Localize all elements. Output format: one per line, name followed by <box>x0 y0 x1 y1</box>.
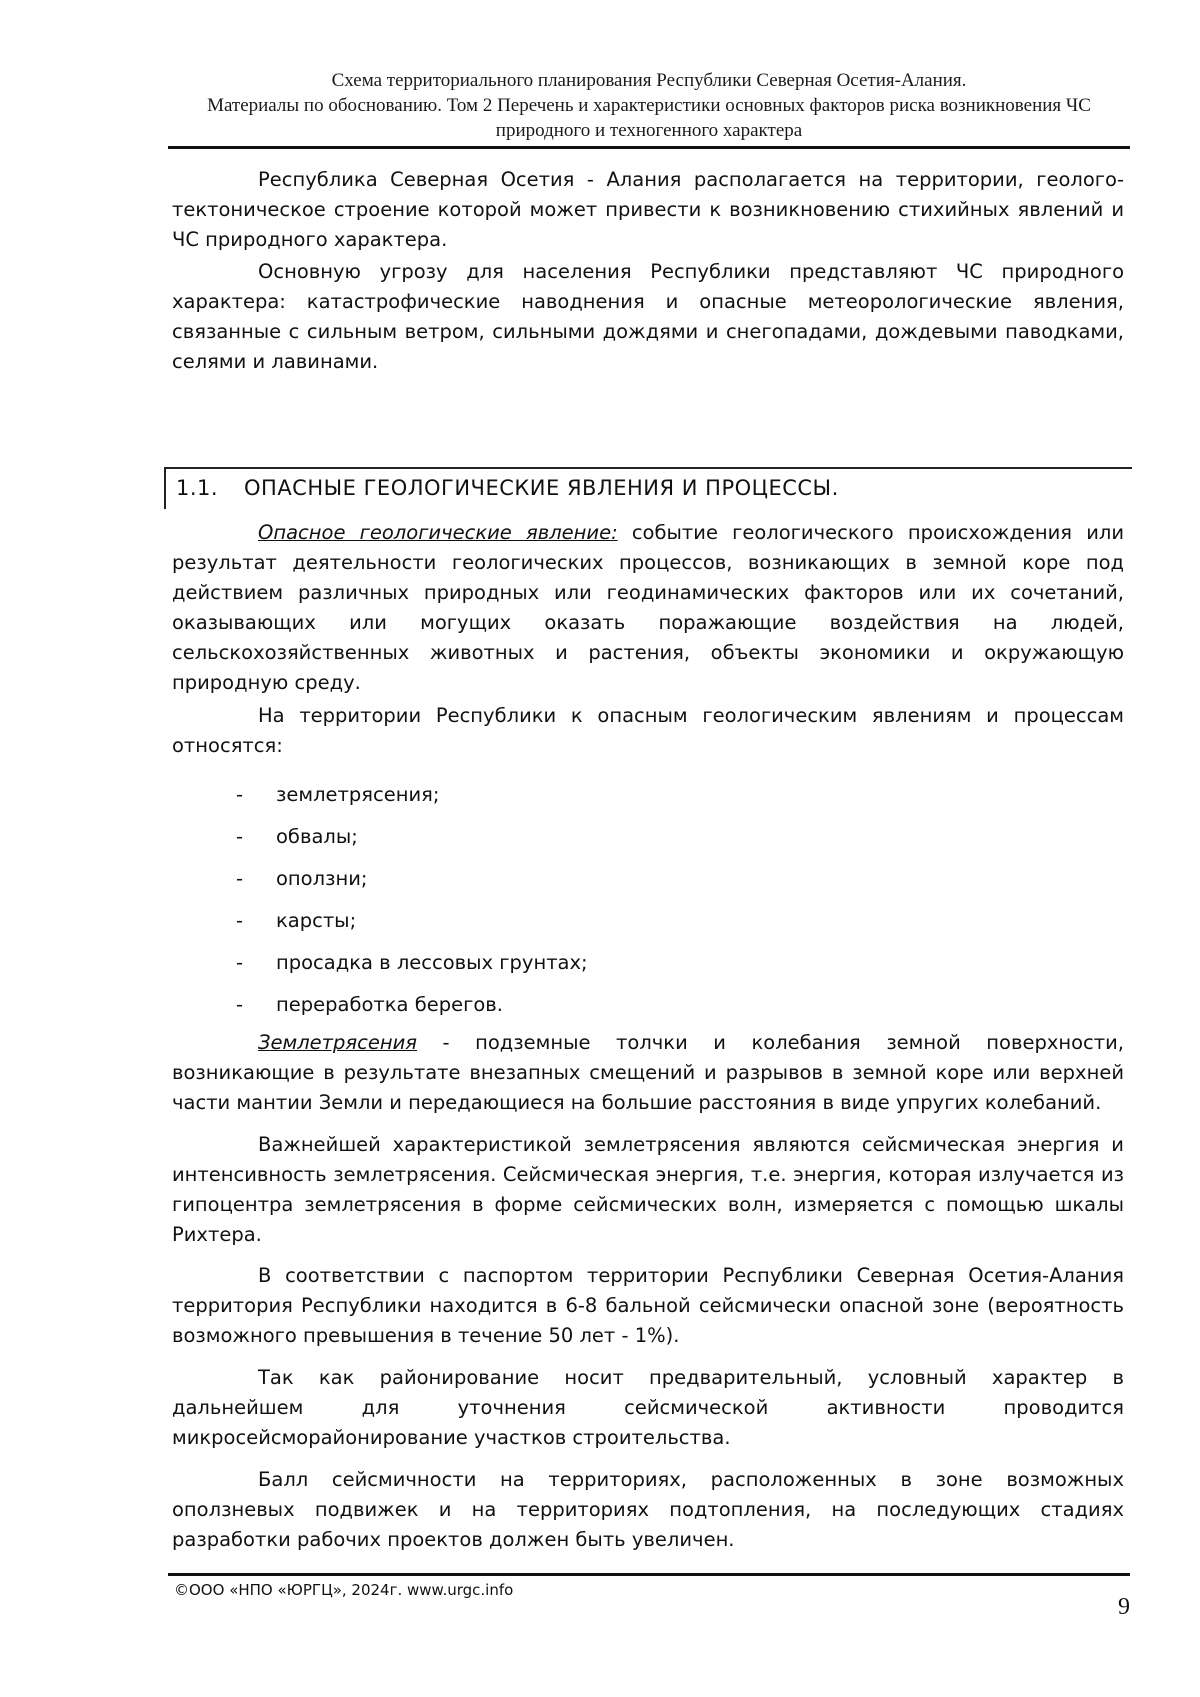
list-intro-paragraph: На территории Республики к опасным геологическим явлениям и процессам относятся: <box>172 704 1124 757</box>
seismic-score-paragraph: Балл сейсмичности на территориях, расположенных в зоне возможных оползневых подвижек и на территориях подтопления, на последующих стадиях разработки рабочих проектов должен быть увеличен. <box>172 1468 1124 1551</box>
list-item-text: карсты; <box>276 909 357 932</box>
intro-paragraph-1: Республика Северная Осетия - Алания располагается на территории, геолого-тектоническое строение которой может привести к возникновению стихийных явлений и ЧС природного характера. <box>172 168 1124 251</box>
list-item-text: землетрясения; <box>276 783 440 806</box>
header-line-3: природного и техногенного характера <box>495 120 803 141</box>
list-marker: - <box>236 783 244 806</box>
header-divider <box>168 146 1130 149</box>
earthquake-paragraph <box>172 1028 1124 1118</box>
section-title: ОПАСНЫЕ ГЕОЛОГИЧЕСКИЕ ЯВЛЕНИЯ И ПРОЦЕССЫ. <box>244 476 839 500</box>
energy-paragraph: Важнейшей характеристикой землетрясения являются сейсмическая энергия и интенсивность землетрясения. Сейсмическая энергия, т.е. энергия, которая излучается из гипоцентра землетрясения в форме сейсмических волн, измеряется с помощью шкалы Рихтера. <box>172 1133 1124 1246</box>
list-item-text: оползни; <box>276 867 368 890</box>
page-number: 9 <box>1118 1594 1130 1620</box>
list-item-text: переработка берегов. <box>276 993 503 1016</box>
list-item-text: просадка в лессовых грунтах; <box>276 951 588 974</box>
passport-paragraph: В соответствии с паспортом территории Республики Северная Осетия-Алания территория Республики находится в 6-8 бальной сейсмически опасной зоне (вероятность возможного превышения в течение 50 лет - 1%). <box>172 1264 1124 1347</box>
list-marker: - <box>236 867 244 890</box>
header-line-2: Материалы по обоснованию. Том 2 Перечень и характеристики основных факторов риска возникновения ЧС <box>207 95 1091 116</box>
earthquake-text: - подземные толчки и колебания земной поверхности, возникающие в результате внезапных смещений и разрывов в земной коре или верхней части мантии Земли и передающиеся на большие расстояния в виде упругих колебаний. <box>172 1031 1124 1114</box>
definition-term: Опасное геологические явление: <box>258 521 618 544</box>
footer-divider <box>168 1573 1130 1576</box>
earthquake-term: Землетрясения <box>258 1031 418 1054</box>
list-marker: - <box>236 909 244 932</box>
zoning-paragraph: Так как районирование носит предварительный, условный характер в дальнейшем для уточнения сейсмической активности проводится микросейсморайонирование участков строительства. <box>172 1366 1124 1449</box>
footer-copyright: ©ООО «НПО «ЮРГЦ», 2024г. www.urgc.info <box>174 1581 514 1599</box>
definition-paragraph <box>172 518 1124 698</box>
list-item-text: обвалы; <box>276 825 358 848</box>
intro-paragraph-2: Основную угрозу для населения Республики представляют ЧС природного характера: катастрофические наводнения и опасные метеорологические явления, связанные с сильным ветром, сильными дождями и снегопадами, дождевыми паводками, селями и лавинами. <box>172 260 1124 373</box>
section-number: 1.1. <box>176 476 219 500</box>
page-header <box>168 68 1130 143</box>
list-marker: - <box>236 951 244 974</box>
list-marker: - <box>236 993 244 1016</box>
list-marker: - <box>236 825 244 848</box>
definition-text: событие геологического происхождения или результат деятельности геологических процессов, возникающих в земной коре под действием различных природных или геодинамических факторов или их сочетаний, оказывающих или могущих оказать поражающие воздействия на людей, сельскохозяйственных животных и растения, объекты экономики и окружающую природную среду. <box>172 521 1125 694</box>
header-line-1: Схема территориального планирования Республики Северная Осетия-Алания. <box>331 70 967 91</box>
